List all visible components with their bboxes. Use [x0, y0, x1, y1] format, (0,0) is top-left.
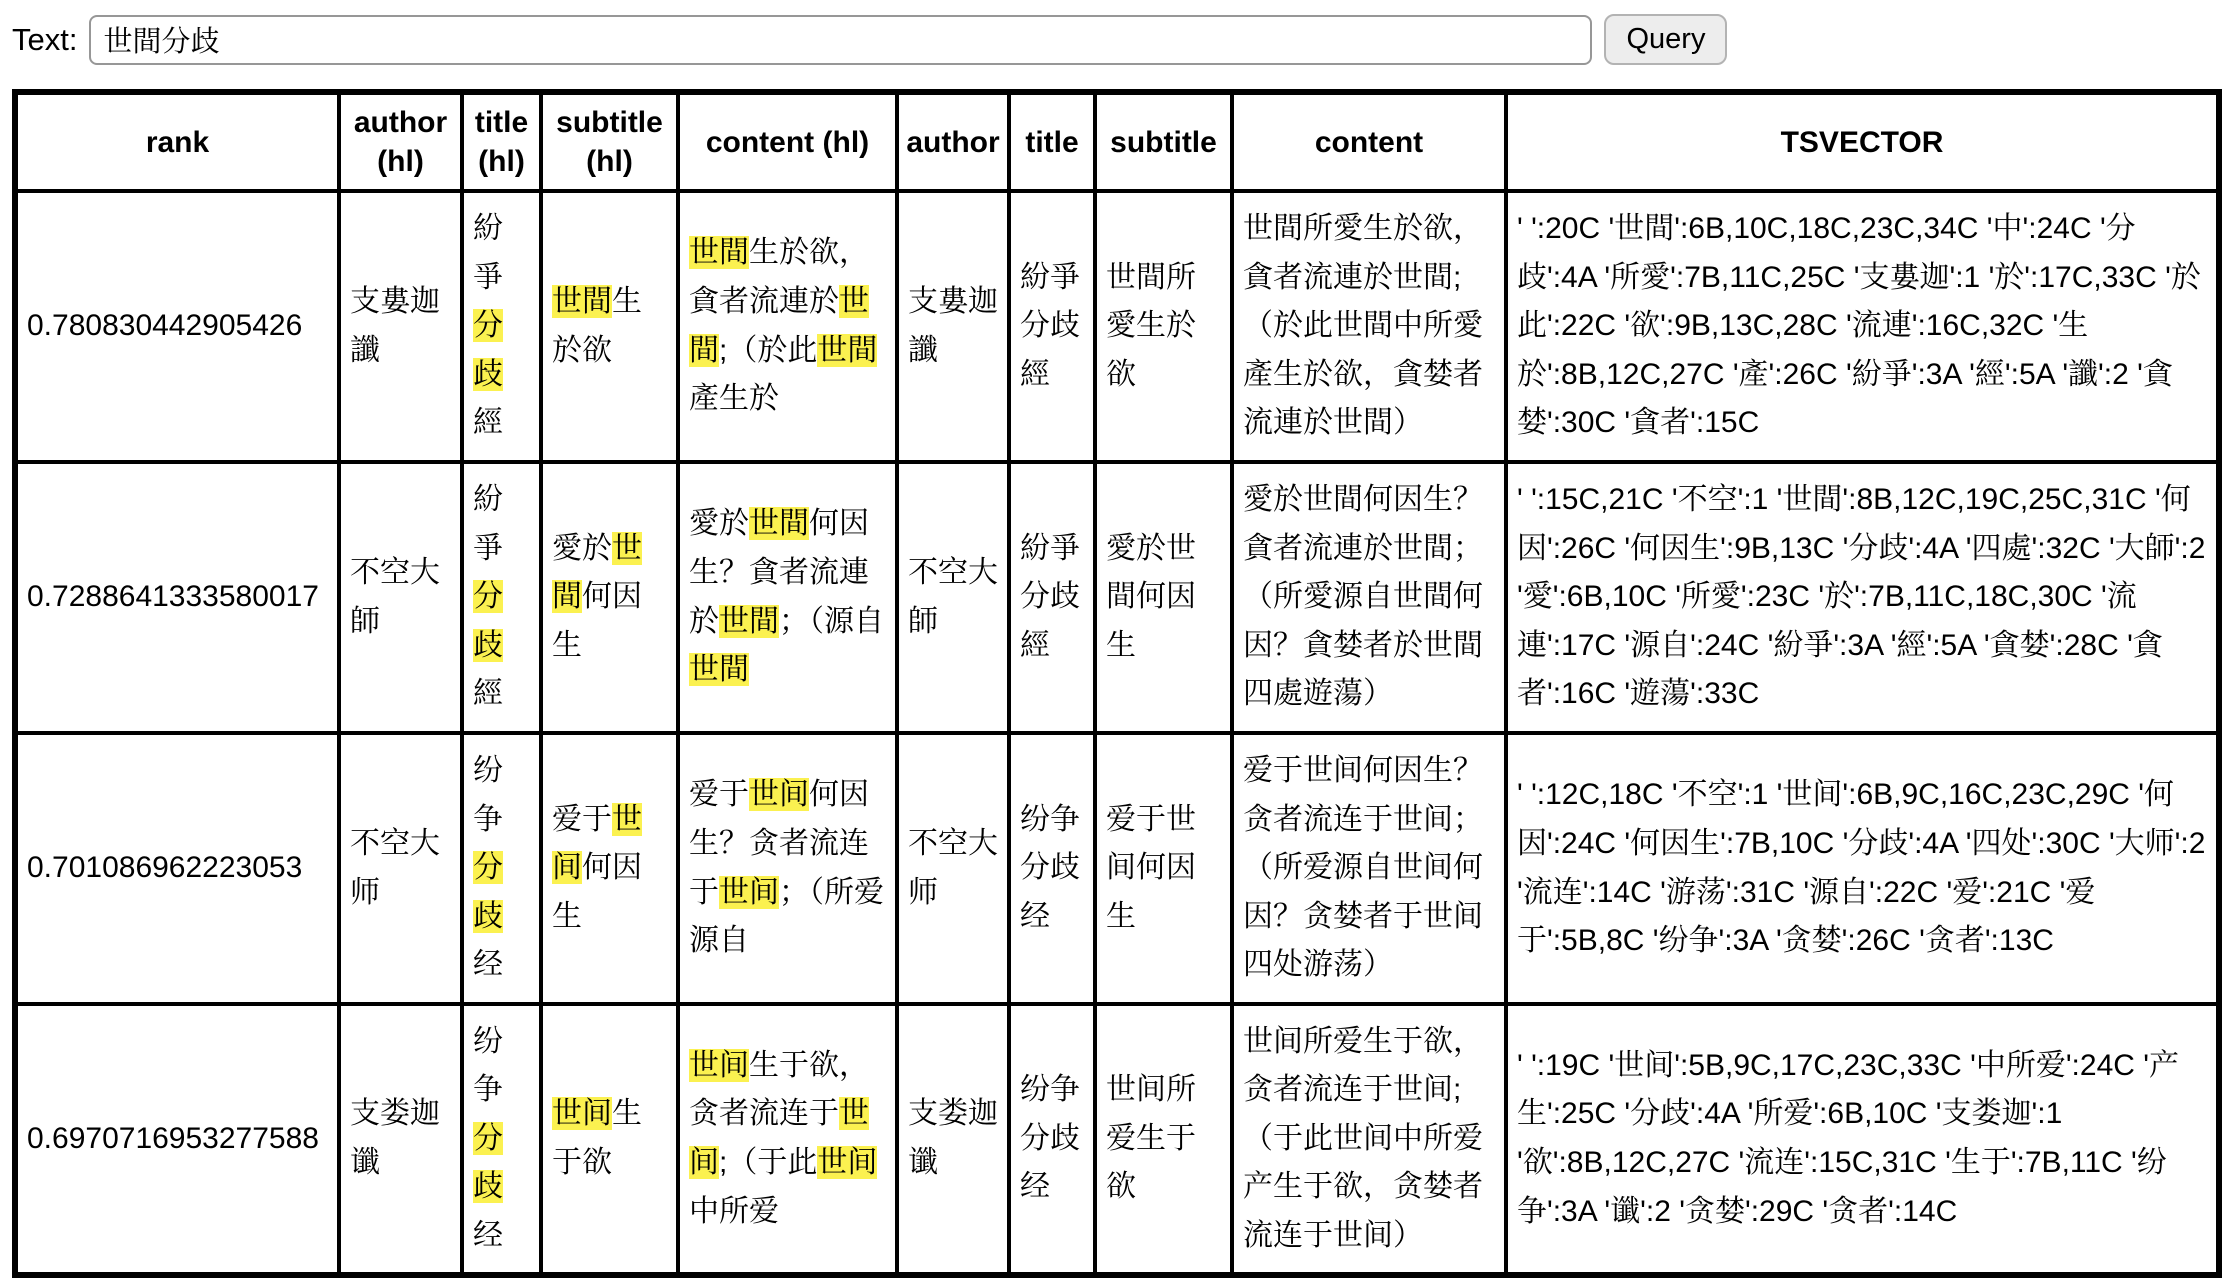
title-cell: 紛爭分歧經 — [1009, 191, 1095, 462]
subtitle-cell: 世间所爱生于欲 — [1095, 1004, 1232, 1275]
table-row — [15, 462, 2219, 733]
rank-cell: 0.7288641333580017 — [15, 462, 339, 733]
author-hl-cell: 支娄迦谶 — [339, 1004, 462, 1275]
subtitle-hl-cell: 愛於世間何因生 — [541, 462, 678, 733]
tsvector-cell: ' ':12C,18C '不空':1 '世间':6B,9C,16C,23C,29C '何因':24C '何因生':7B,10C '分歧':4A '四处':30C '大师':2 '流连':14C '游荡':31C '源自':22C '爱':21C '爱于':5B,8C '纷争':3A '贪婪':26C '贪者':13C — [1506, 733, 2219, 1004]
col-header-content: content — [1232, 92, 1506, 191]
col-header-subtitle: subtitle — [1095, 92, 1232, 191]
rank-cell: 0.6970716953277588 — [15, 1004, 339, 1275]
subtitle-hl-cell: 爱于世间何因生 — [541, 733, 678, 1004]
author-cell: 支娄迦谶 — [897, 1004, 1009, 1275]
author-cell: 不空大師 — [897, 462, 1009, 733]
title-hl-cell: 紛爭分歧經 — [462, 462, 541, 733]
subtitle-cell: 世間所愛生於欲 — [1095, 191, 1232, 462]
query-input[interactable] — [89, 15, 1592, 65]
query-bar — [12, 14, 2218, 65]
col-header-tsvector: TSVECTOR — [1506, 92, 2219, 191]
author-cell: 不空大师 — [897, 733, 1009, 1004]
table-row — [15, 733, 2219, 1004]
title-hl-cell: 纷争分歧经 — [462, 733, 541, 1004]
results-table — [12, 89, 2222, 1278]
content-hl-cell: 世间生于欲，贪者流连于世间;（于此世间中所爱 — [678, 1004, 897, 1275]
header-row — [15, 92, 2219, 191]
content-cell: 爱于世间何因生？贪者流连于世间；（所爱源自世间何因？贪婪者于世间四处游荡） — [1232, 733, 1506, 1004]
tsvector-cell: ' ':20C '世間':6B,10C,18C,23C,34C '中':24C '分歧':4A '所愛':7B,11C,25C '支婁迦':1 '於':17C,33C '於此':22C '欲':9B,13C,28C '流連':16C,32C '生於':8B,12C,27C '產':26C '紛爭':3A '經':5A '讖':2 '貪婪':30C '貪者':15C — [1506, 191, 2219, 462]
subtitle-cell: 愛於世間何因生 — [1095, 462, 1232, 733]
title-cell: 紛爭分歧經 — [1009, 462, 1095, 733]
title-cell: 纷争分歧经 — [1009, 733, 1095, 1004]
tsvector-cell: ' ':15C,21C '不空':1 '世間':8B,12C,19C,25C,31C '何因':26C '何因生':9B,13C '分歧':4A '四處':32C '大師':2 '愛':6B,10C '所愛':23C '於':7B,11C,18C,30C '流連':17C '源自':24C '紛爭':3A '經':5A '貪婪':28C '貪者':16C '遊蕩':33C — [1506, 462, 2219, 733]
col-header-title-hl: title (hl) — [462, 92, 541, 191]
content-hl-cell: 爱于世间何因生？贪者流连于世间；（所爱源自 — [678, 733, 897, 1004]
content-cell: 世間所愛生於欲，貪者流連於世間;（於此世間中所愛產生於欲，貪婪者流連於世間） — [1232, 191, 1506, 462]
content-hl-cell: 世間生於欲，貪者流連於世間;（於此世間產生於 — [678, 191, 897, 462]
rank-cell: 0.780830442905426 — [15, 191, 339, 462]
text-label: Text: — [12, 21, 78, 57]
author-hl-cell: 不空大師 — [339, 462, 462, 733]
content-cell: 愛於世間何因生？貪者流連於世間；（所愛源自世間何因？貪婪者於世間四處遊蕩） — [1232, 462, 1506, 733]
col-header-content-hl: content (hl) — [678, 92, 897, 191]
subtitle-hl-cell: 世间生于欲 — [541, 1004, 678, 1275]
col-header-author-hl: author (hl) — [339, 92, 462, 191]
subtitle-hl-cell: 世間生於欲 — [541, 191, 678, 462]
content-cell: 世间所爱生于欲，贪者流连于世间;（于此世间中所爱产生于欲，贪婪者流连于世间） — [1232, 1004, 1506, 1275]
rank-cell: 0.701086962223053 — [15, 733, 339, 1004]
table-row — [15, 1004, 2219, 1275]
col-header-subtitle-hl: subtitle (hl) — [541, 92, 678, 191]
col-header-rank: rank — [15, 92, 339, 191]
title-hl-cell: 紛爭分歧經 — [462, 191, 541, 462]
author-cell: 支婁迦讖 — [897, 191, 1009, 462]
content-hl-cell: 愛於世間何因生？貪者流連於世間；（源自世間 — [678, 462, 897, 733]
author-hl-cell: 支婁迦讖 — [339, 191, 462, 462]
query-button[interactable]: Query — [1604, 14, 1727, 65]
tsvector-cell: ' ':19C '世间':5B,9C,17C,23C,33C '中所爱':24C '产生':25C '分歧':4A '所爱':6B,10C '支娄迦':1 '欲':8B,12C,27C '流连':15C,31C '生于':7B,11C '纷争':3A '谶':2 '贪婪':29C '贪者':14C — [1506, 1004, 2219, 1275]
title-cell: 纷争分歧经 — [1009, 1004, 1095, 1275]
subtitle-cell: 爱于世间何因生 — [1095, 733, 1232, 1004]
col-header-author: author — [897, 92, 1009, 191]
title-hl-cell: 纷争分歧经 — [462, 1004, 541, 1275]
author-hl-cell: 不空大师 — [339, 733, 462, 1004]
col-header-title: title — [1009, 92, 1095, 191]
table-row — [15, 191, 2219, 462]
